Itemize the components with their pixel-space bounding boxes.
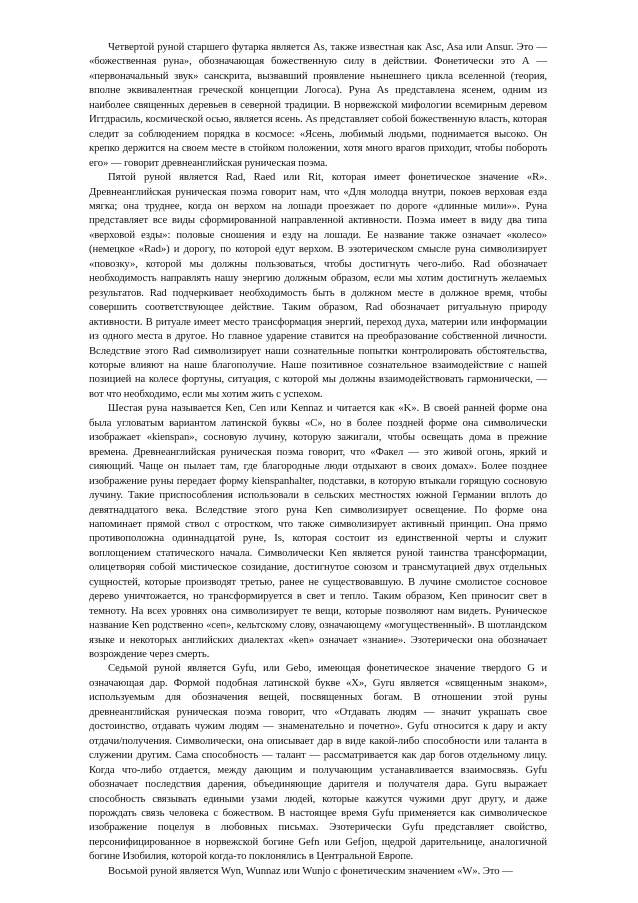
paragraph-ken-rune: Шестая руна называется Ken, Cen или Kennaz и читается как «K». В своей ранней форме она была угловатым вариантом латинской буквы «C», но в более поздней форме она символически изображает «kienspan», сосновую лучину, которую зажигали, чтобы освещать дома в прежние времена. Древнеанглийская руническая поэма говорит, что «Факел — это живой огонь, яркий и сияющий. Чаще он пылает там, где благородные люди отдыхают в своих домах». Более позднее изображение руны передает форму kienspanhalter, подставки, в которую втыкали горящую сосновую лучину. Такие приспособления использовали в сельских местностях южной Германии вплоть до девятнадцатого века. Вследствие этого руна Ken символизирует освещение. По форме она напоминает прямой ствол с отростком, что также символизирует активный принцип. Она прямо противоположна одиннадцатой руне, Is, которая состоит из единственной черты и служит воплощением статического начала. Символически Ken является руной таинства трансформации, олицетворяя собой мистическое созидание, достигнутое союзом и трансмутацией двух отдельных сущностей, которые производят третью, ранее не существовавшую. В лучине смолистое сосновое дерево уничтожается, но трансформируется в свет и тепло. Таким образом, Ken приносит свет в темноту. На всех уровнях она символизирует те вещи, которые позволяют нам видеть. Руническое название Ken родственно «cen», кельтскому слову, означающему «могущественный». В шотландском языке и некоторых английских диалектах «ken» означает «знание». Эзотерически она обозначает возрождение через смерть.: [89, 402, 547, 661]
paragraph-rad-rune: Пятой руной является Rad, Raed или Rit, которая имеет фонетическое значение «R». Древнеанглийская руническая поэма говорит нам, что «Для молодца внутри, покоев верховая езда мягка; она труднее, когда он верхом на лошади проезжает по дороге «длинные мили»». Руна представляет все виды сформированной направленной активности. Поэма имеет в виду два типа «верховой езды»: половые сношения и езду на лошади. Ее название также означает «колесо» (немецкое «Rad») и дорогу, по которой едут верхом. В эзотерическом смысле руна символизирует «повозку», которой мы должны пользоваться, чтобы достигнуть чего-либо. Rad обозначает необходимость направлять нашу энергию должным образом, если мы хотим достигнуть желаемых результатов. Rad подчеркивает необходимость быть в должном месте в должное время, чтобы совершить соответствующее действие. Таким образом, Rad обозначает ритуальную природу активности. В ритуале имеет место трансформация энергий, переход духа, материи или информации из одного места в другое. Но главное ударение ставится на преобразование собственной личности. Вследствие этого Rad символизирует наши сознательные попытки контролировать обстоятельства, которые влияют на наше благополучие. Наше позитивное сознательное взаимодействие с нашей позицией на колесе фортуны, ситуация, с которой мы должны взаимодействовать гармонически, — вот что необходимо, если мы хотим жить с успехом.: [89, 171, 547, 400]
paragraph-wyn-rune: Восьмой руной является Wyn, Wunnaz или Wunjo с фонетическим значением «W». Это —: [108, 864, 513, 877]
document-page: [89, 40, 547, 878]
paragraph-gyfu-rune: Седьмой руной является Gyfu, или Gebo, имеющая фонетическое значение твердого G и означающая дар. Формой подобная латинской букве «X», Gyru является «священным знаком», используемым для обозначения вещей, посвященных богам. В отношении этой руны древнеанглийская руническая поэма говорит, что «Отдавать людям — значит украшать свое достоинство, отдавать чужим людям — знаменательно и почетно». Gyfu относится к дару и акту отдачи/получения. Символически, она описывает дар в виде какой-либо способности или таланта в служении другим. Сама способность — талант — рассматривается как дар богов отдельному лицу. Когда что-либо отдается, между дающим и получающим устанавливается взаимосвязь. Gyfu обозначает последствия дарения, объединяющие дарителя и получателя дара. Gyru выражает способность связывать едиными узами людей, которые кажутся чужими друг другу, и даже порождать связь человека с божеством. В настоящее время Gyfu применяется как символическое изображение поцелуя в любовных письмах. Эзотерически Gyfu представляет свойство, персонифицированное в норвежской богине Gefn или Gefjon, щедрой дарительнице, аналогичной богине Изобилия, которой когда-то поклонялись в Центральной Европе.: [89, 662, 547, 863]
paragraph-as-rune: Четвертой руной старшего футарка является As, также известная как Asc, Asa или Ansur. Это — «божественная руна», обозначающая божественную силу в действии. Фонетически это А — «первоначальный звук» санскрита, вызвавший проявление нынешнего цикла вселенной (теория, вполне эквивалентная греческой концепции Логоса). Руна As представлена ясенем, одним из наиболее священных деревьев в северной традиции. В норвежской мифологии всемирным деревом Иггдрасиль, космической осью, является ясень. As представляет собой божественную власть, которая следит за соблюдением порядка в космосе: «Ясень, любимый людьми, поднимается высоко. Он крепко держится на своем месте в стойком положении, хотя много врагов приходит, чтобы побороть его» — говорит древнеанглийская руническая поэма.: [89, 41, 547, 169]
